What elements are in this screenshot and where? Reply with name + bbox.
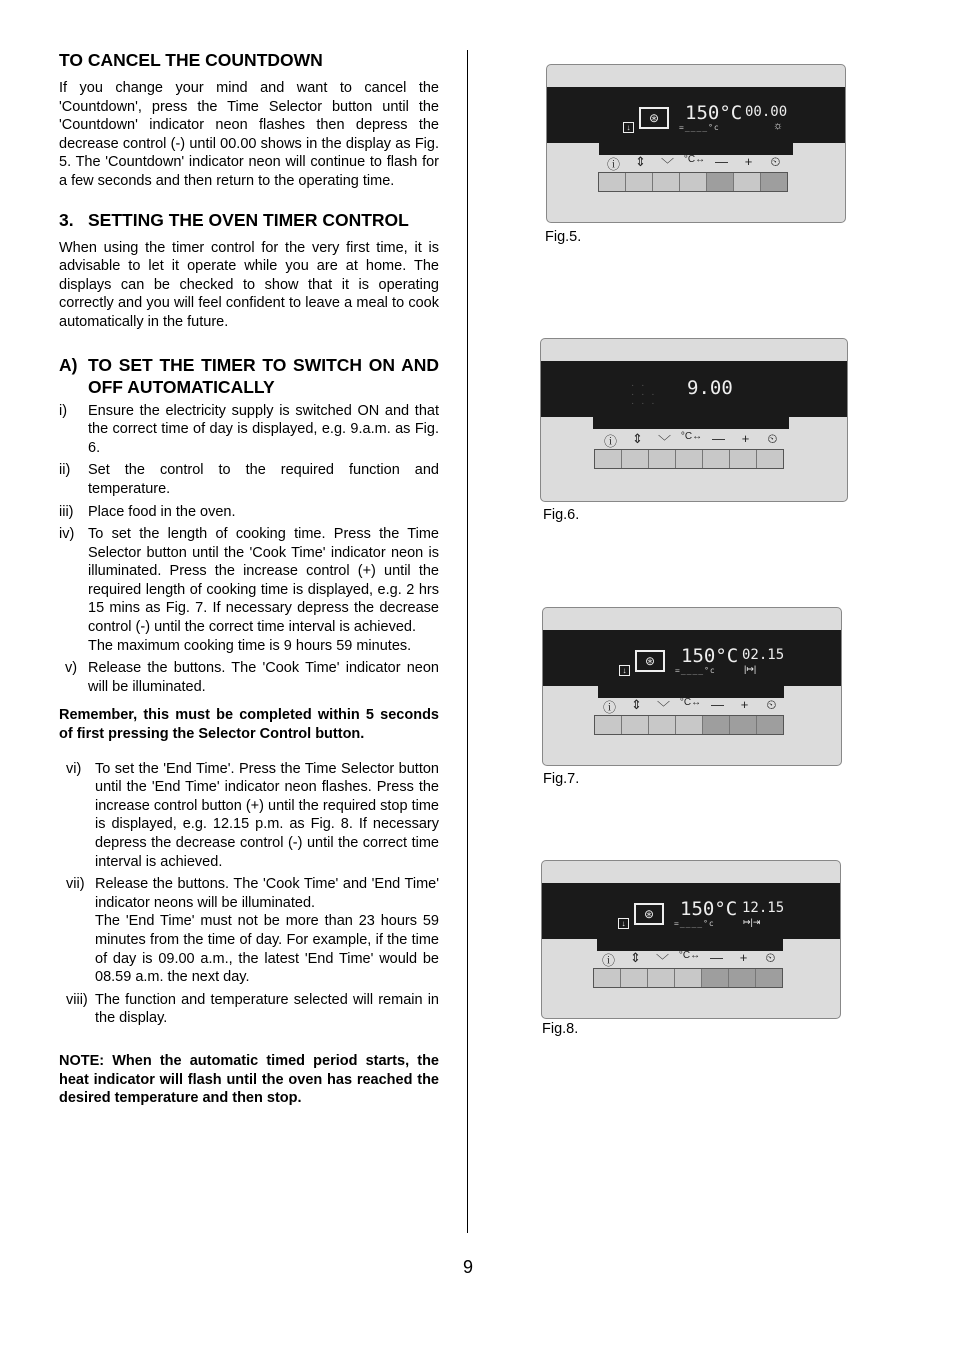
cook-time-icon: |↦| (744, 664, 757, 674)
button[interactable] (621, 969, 648, 987)
fig5-time: 00.00 (745, 104, 788, 120)
fig7-panel (542, 607, 842, 766)
oven-function-icon: ⇕ (635, 154, 646, 169)
cancel-body: If you change your mind and want to cancel the 'Countdown', press the Time Selector button until the 'Countdown' indicator neon flashes then depress the decrease control (-) until 00.00 shows in the display as Fig. 5. The 'Countdown' indicator neon will continue to flash for a few seconds and then return to the operating time. (59, 80, 439, 189)
remember-note: Remember, this must be completed within 5 seconds of first pressing the Selector Control button. (59, 707, 439, 743)
fig5-temperature: 150°C (685, 102, 743, 124)
fig8-caption: Fig.8. (542, 1021, 579, 1037)
minus-icon: — (710, 950, 723, 965)
item-text-part: To set the length of cooking time. Press the Time Selector button until the 'Cook Time' indicator neon is illuminated. Press the increase control (+) until the required length of cooking time is displayed, e.g. 2 hrs 15 mins as Fig. 7. If necessary depress the decrease control (-) until the correct time interval is achieved. (88, 526, 439, 636)
fig6-control-icons (597, 431, 786, 450)
oven-function-icon: ⇕ (631, 697, 642, 712)
temperature-icon: °C↔ (678, 950, 701, 961)
button[interactable] (680, 173, 707, 191)
item-text (88, 525, 439, 655)
fig8-buttons (593, 968, 783, 988)
item-number: iii) (59, 503, 74, 520)
minus-icon: — (715, 154, 728, 169)
item-text: Set the control to the required function and temperature. (88, 462, 439, 497)
fig6-dim-segments: · · · · · · · · (631, 380, 657, 409)
item-text-part: The maximum cooking time is 9 hours 59 minutes. (88, 637, 412, 654)
fig5-control-icons (600, 154, 789, 173)
list-item (59, 402, 439, 458)
chevron-down-icon: ﹀ (656, 700, 670, 715)
item-text: To set the 'End Time'. Press the Time Selector button until the 'End Time' indicator neon flashes. Press the increase control button (+) until the required stop time is displayed, e.g. 12.15 p.m. as Fig. 8. If necessary depress the decrease control (-) until the correct time interval is achieved. (95, 760, 439, 870)
info-icon: ⓘ (602, 700, 616, 715)
fig7-temperature: 150°C (681, 645, 739, 667)
fan-small-icon: ↓ (618, 918, 629, 929)
section3-title: SETTING THE OVEN TIMER CONTROL (88, 209, 409, 230)
fig8-control-icons (595, 950, 784, 969)
oven-function-icon: ⇕ (632, 431, 643, 446)
fig6-panel (540, 338, 848, 502)
button[interactable] (622, 716, 649, 734)
steps-list-1 (59, 402, 439, 697)
chevron-down-icon: ﹀ (660, 157, 674, 172)
fan-small-icon: ↓ (623, 122, 634, 133)
section3-number: 3. (59, 209, 74, 230)
plus-icon: + (739, 950, 748, 965)
info-icon: ⓘ (603, 434, 617, 449)
fig8-time: 12.15 (742, 900, 785, 916)
fig7-buttons (594, 715, 784, 735)
button[interactable] (653, 173, 680, 191)
button[interactable] (703, 450, 730, 468)
button[interactable] (702, 969, 729, 987)
button[interactable] (730, 716, 757, 734)
button[interactable] (648, 969, 675, 987)
fig5-heat-bar: =____°c (679, 123, 720, 132)
timer-icon: ⏲ (767, 431, 778, 446)
item-number: vi) (66, 760, 82, 777)
info-icon: ⓘ (601, 953, 615, 968)
plus-icon: + (740, 697, 749, 712)
timer-icon: ⏲ (766, 697, 777, 712)
item-text: Place food in the oven. (88, 503, 236, 520)
oven-fan-icon: ⊛ (634, 903, 664, 925)
temperature-icon: °C↔ (679, 697, 702, 708)
fig5-caption: Fig.5. (545, 229, 582, 245)
chevron-down-icon: ﹀ (655, 953, 669, 968)
item-text: Ensure the electricity supply is switched ON and that the correct time of day is displayed, e.g. 9.a.m. as Fig. 6. (88, 402, 439, 456)
item-number: vii) (66, 876, 85, 893)
button[interactable] (757, 716, 783, 734)
list-item (59, 991, 439, 1028)
info-icon: ⓘ (606, 157, 620, 172)
temperature-icon: °C↔ (683, 154, 706, 165)
button[interactable] (626, 173, 653, 191)
button[interactable] (649, 716, 676, 734)
item-number: v) (65, 660, 78, 677)
fig8-panel (541, 860, 841, 1019)
oven-fan-icon: ⊛ (635, 650, 665, 672)
fig7-control-icons (596, 697, 785, 716)
oven-function-icon: ⇕ (630, 950, 641, 965)
button[interactable] (703, 716, 730, 734)
list-item (59, 875, 439, 987)
item-text: The function and temperature selected will remain in the display. (95, 991, 439, 1027)
page-number: 9 (462, 1257, 473, 1277)
fig7-caption: Fig.7. (543, 771, 580, 787)
fig7-notch (598, 684, 784, 698)
button[interactable] (761, 173, 787, 191)
fig6-notch (593, 415, 789, 429)
item-text-part: The 'End Time' must not be more than 23 hours 59 minutes from the time of day. For example, if the time of day is 09.00 a.m., the latest 'End Time' would be 08.59 a.m. the next day. (95, 913, 439, 986)
fig7-time: 02.15 (742, 647, 785, 663)
item-text-part: Release the buttons. The 'Cook Time' and 'End Time' indicator neons will be illuminated. (95, 876, 439, 911)
button[interactable] (599, 173, 626, 191)
column-divider (467, 50, 468, 1233)
plus-icon: + (741, 431, 750, 446)
note: NOTE: When the automatic timed period starts, the heat indicator will flash until the oven has reached the desired temperature and then stop. (59, 1052, 439, 1107)
fig5-buttons (598, 172, 788, 192)
item-number: i) (59, 402, 68, 419)
button[interactable] (734, 173, 761, 191)
timer-icon: ⏲ (770, 154, 781, 169)
button[interactable] (730, 450, 757, 468)
button[interactable] (649, 450, 676, 468)
sectionA-number: A) (59, 354, 78, 375)
item-number: viii) (66, 991, 88, 1008)
timer-icon: ⏲ (765, 950, 776, 965)
button[interactable] (757, 450, 783, 468)
left-column (59, 50, 439, 1108)
item-number: ii) (59, 462, 71, 479)
button[interactable] (595, 450, 622, 468)
button[interactable] (729, 969, 756, 987)
list-item (59, 461, 439, 498)
list-item (59, 659, 439, 696)
fig5-panel (546, 64, 846, 223)
button[interactable] (676, 450, 703, 468)
button[interactable] (595, 716, 622, 734)
fig8-notch (597, 937, 783, 951)
item-text (95, 875, 439, 987)
list-item (59, 503, 439, 522)
list-item (59, 760, 439, 872)
section3-heading (59, 209, 439, 231)
fig7-heat-bar: =____°c (675, 666, 716, 675)
fig8-heat-bar: =____°c (674, 919, 715, 928)
temperature-icon: °C↔ (680, 431, 703, 442)
steps-list-2 (59, 760, 439, 1028)
button[interactable] (594, 969, 621, 987)
minus-icon: — (711, 697, 724, 712)
button[interactable] (675, 969, 702, 987)
plus-icon: + (744, 154, 753, 169)
list-item (59, 525, 439, 655)
fig6-time: 9.00 (687, 377, 733, 399)
fig6-buttons (594, 449, 784, 469)
chevron-down-icon: ﹀ (657, 434, 671, 449)
sectionA-title: TO SET THE TIMER TO SWITCH ON AND OFF AUTOMATICALLY (88, 354, 439, 397)
button[interactable] (756, 969, 782, 987)
button[interactable] (622, 450, 649, 468)
countdown-bell-icon: ☼ (773, 120, 784, 132)
fan-small-icon: ↓ (619, 665, 630, 676)
end-time-icon: ↦|⇥ (743, 917, 761, 927)
section3-body: When using the timer control for the very first time, it is advisable to let it operate while you are at home. The displays can be checked to show that it is operating correctly and you will feel confident to leave a meal to cook automatically in the future. (59, 239, 439, 330)
fig5-notch (599, 141, 793, 155)
fig6-caption: Fig.6. (543, 507, 580, 523)
minus-icon: — (712, 431, 725, 446)
item-text: Release the buttons. The 'Cook Time' indicator neon will be illuminated. (88, 660, 439, 695)
sectionA-heading (59, 354, 439, 398)
fig8-temperature: 150°C (680, 898, 738, 920)
item-number: iv) (59, 526, 75, 543)
button[interactable] (676, 716, 703, 734)
button[interactable] (707, 173, 734, 191)
cancel-heading: TO CANCEL THE COUNTDOWN (59, 50, 323, 70)
oven-fan-icon: ⊛ (639, 107, 669, 129)
